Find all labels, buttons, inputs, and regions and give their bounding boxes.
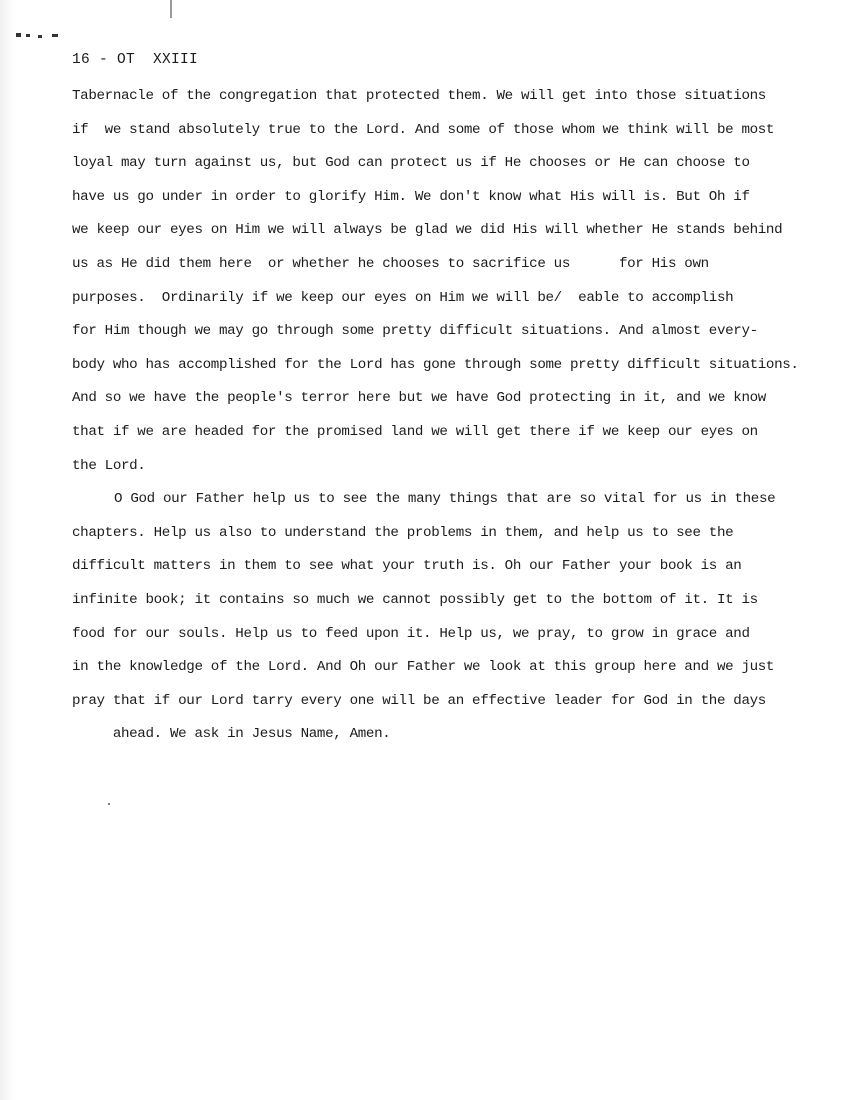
text-line: we keep our eyes on Him we will always be glad we did His will whether He stands behind [72, 222, 783, 239]
text-line: ahead. We ask in Jesus Name, Amen. [72, 726, 391, 743]
text-line: food for our souls. Help us to feed upon it. Help us, we pray, to grow in grace and [72, 625, 750, 642]
scan-speck [108, 803, 110, 805]
text-line: body who has accomplished for the Lord has gone through some pretty difficult situations. [72, 356, 799, 373]
text-line: chapters. Help us also to understand the problems in them, and help us to see the [72, 524, 734, 541]
scan-artifact-mark [170, 0, 172, 18]
text-line: for Him though we may go through some pretty difficult situations. And almost every- [72, 323, 758, 340]
text-line: infinite book; it contains so much we cannot possibly get to the bottom of it. It is [72, 591, 758, 608]
scan-artifact-dots [12, 28, 72, 42]
scan-edge-shadow [0, 0, 14, 1100]
text-line: the Lord. [72, 457, 146, 474]
text-line: have us go under in order to glorify Him. We don't know what His will is. But Oh if [72, 188, 750, 205]
text-line: in the knowledge of the Lord. And Oh our Father we look at this group here and we just [72, 659, 775, 676]
text-line: O God our Father help us to see the many things that are so vital for us in these [114, 491, 776, 508]
text-line: that if we are headed for the promised land we will get there if we keep our eyes on [72, 423, 758, 440]
text-line: us as He did them here or whether he chooses to sacrifice us for His own [72, 255, 709, 272]
text-line: if we stand absolutely true to the Lord. And some of those whom we think will be most [72, 121, 775, 138]
text-line: pray that if our Lord tarry every one will be an effective leader for God in the days [72, 692, 766, 709]
text-line: Tabernacle of the congregation that protected them. We will get into those situations [72, 88, 766, 104]
page-header: 16 - OT XXIII [72, 52, 199, 68]
text-line: difficult matters in them to see what your truth is. Oh our Father your book is an [72, 558, 742, 575]
text-line: And so we have the people's terror here but we have God protecting in it, and we know [72, 390, 766, 407]
text-line: purposes. Ordinarily if we keep our eyes on Him we will be/ eable to accomplish [72, 289, 734, 306]
text-line: loyal may turn against us, but God can protect us if He chooses or He can choose to [72, 155, 750, 172]
body-text [72, 86, 832, 758]
